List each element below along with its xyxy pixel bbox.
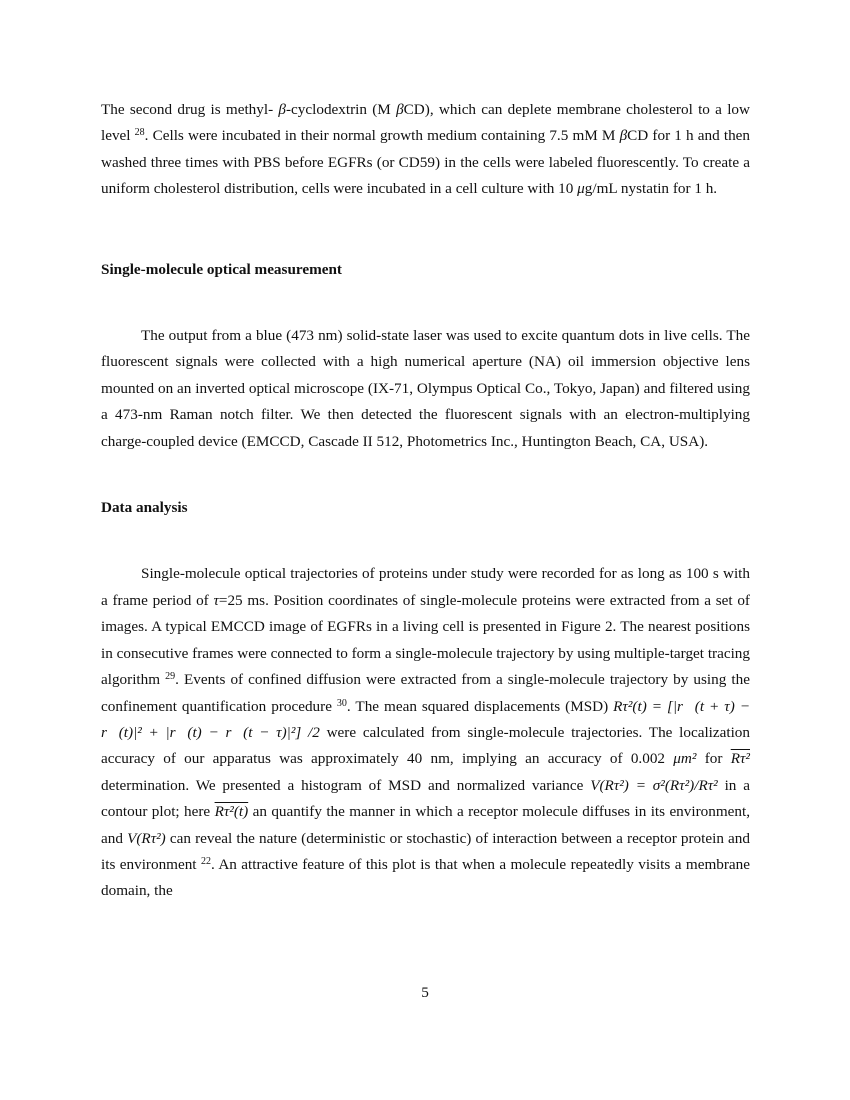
math-variance: V(Rτ²) [127,829,166,847]
citation-ref: 22 [200,855,211,867]
text-run: . The mean squared displacements (MSD) [346,697,614,715]
text-run: =25 ms. Position coordinates of single-molecule proteins were extracted from a set of images. A typical EMCCD image of EGFRs in a living cell is presented in Figure 2. The nearest positions in consecutive frames were connected to form a single-molecule trajectory by using multiple-target tracing algorithm [101,591,750,689]
text-run: for [696,750,731,768]
math-variance-definition: V(Rτ²) = σ²(Rτ²)/Rτ² [590,776,718,794]
math-beta: β [278,101,286,118]
paragraph-analysis [101,561,750,904]
text-run: an quantify the manner in which a receptor molecule diffuses in its environment, and [101,803,751,847]
text-run: determination. We presented a histogram of MSD and normalized variance [101,776,591,794]
page-number: 5 [421,984,429,1001]
text-run: The second drug is methyl- [101,101,279,118]
text-run: can reveal the nature (deterministic or stochastic) of interaction between a receptor protein and its environment [101,829,750,873]
text-run: g/mL nystatin for 1 h. [584,180,718,198]
text-run: . An attractive feature of this plot is that when a molecule repeatedly visits a membrane domain, the [101,855,750,900]
paragraph-measurement: The output from a blue (473 nm) solid-state laser was used to excite quantum dots in live cells. The fluorescent signals were collected with a high numerical aperture (NA) oil immersion objective lens mounted on an inverted optical microscope (IX-71, Olympus Optical Co., Tokyo, Japan) and filtered using a 473-nm Raman notch filter. We then detected the fluorescent signals with an electron-multiplying charge-coupled device (EMCCD, Cascade II 512, Photometrics Inc., Huntington Beach, CA, USA). [101,327,750,450]
math-beta: β [396,101,404,118]
math-beta: β [619,127,628,145]
text-run: were calculated from single-molecule trajectories. The localization accuracy of our apparatus was approximately 40 nm, implying an accuracy of 0.002 [101,723,750,768]
text-run: in a contour plot; here [101,776,750,821]
text-run: . Events of confined diffusion were extracted from a single-molecule trajectory by using the confinement quantification procedure [101,671,750,715]
citation-ref: 30 [336,697,347,709]
text-run: -cyclodextrin (M [286,101,397,118]
text-run: . Cells were incubated in their normal growth medium containing 7.5 mM M [144,127,620,145]
math-msd-definition: Rτ²(t) = [|r⃗(t + τ) − r⃗(t)|² + |r⃗(t) − r⃗(t − τ)|²] /2 [101,697,750,741]
math-mu: μ [577,180,585,198]
math-msd: Rτ² [730,750,750,768]
math-msd-t: Rτ²(t) [214,803,249,821]
page-content [101,97,750,905]
paragraph-drug [101,97,750,203]
citation-ref: 28 [134,127,145,139]
text-run: Single-molecule optical trajectories of proteins under study were recorded for as long as 100 s with a frame period of [101,565,750,609]
math-unit: μm² [673,750,697,768]
citation-ref: 29 [165,671,176,683]
section-heading-analysis: Data analysis [101,499,188,517]
text-run: CD), which can deplete membrane cholesterol to a low level [101,101,750,145]
math-tau: τ [213,591,219,609]
section-heading-measurement: Single-molecule optical measurement [101,260,342,278]
text-run: CD for 1 h and then washed three times with PBS before EGFRs (or CD59) in the cells were labeled fluorescently. To create a uniform cholesterol distribution, cells were incubated in a cell culture with 10 [101,127,750,198]
